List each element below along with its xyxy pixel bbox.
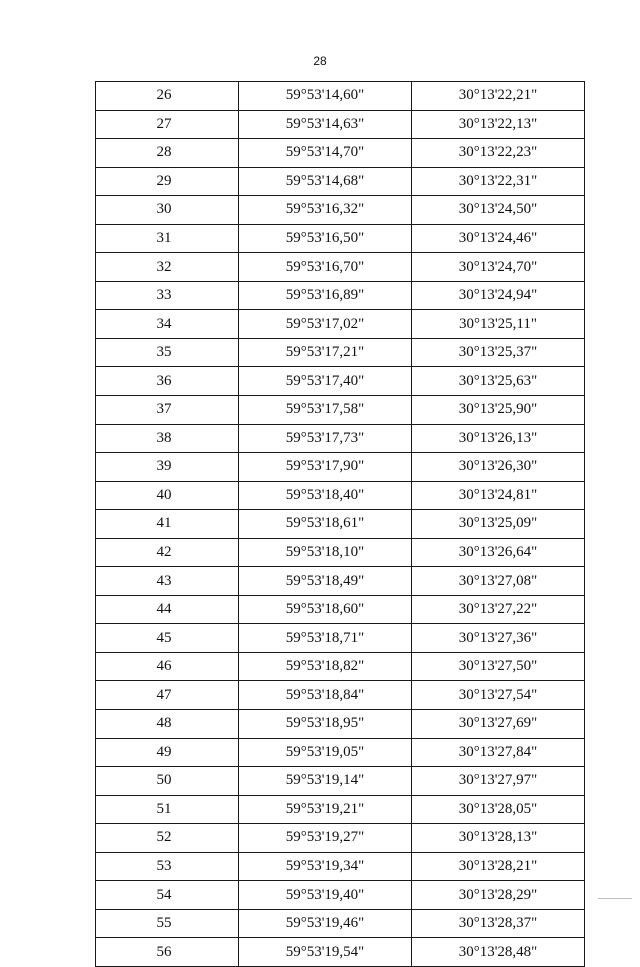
longitude-cell: 30°13'27,54" [412, 681, 585, 710]
point-number-cell: 30 [96, 196, 239, 225]
table-row [96, 481, 585, 510]
table-row [96, 938, 585, 967]
longitude-cell: 30°13'27,84" [412, 738, 585, 767]
latitude-cell: 59°53'18,95" [239, 710, 412, 739]
latitude-cell: 59°53'18,82" [239, 652, 412, 681]
table-row [96, 110, 585, 139]
longitude-cell: 30°13'27,97" [412, 767, 585, 796]
longitude-cell: 30°13'26,13" [412, 424, 585, 453]
longitude-cell: 30°13'22,21" [412, 82, 585, 111]
point-number-cell: 38 [96, 424, 239, 453]
latitude-cell: 59°53'16,70" [239, 253, 412, 282]
table-row [96, 567, 585, 596]
longitude-cell: 30°13'24,46" [412, 224, 585, 253]
point-number-cell: 36 [96, 367, 239, 396]
latitude-cell: 59°53'19,05" [239, 738, 412, 767]
latitude-cell: 59°53'14,63" [239, 110, 412, 139]
point-number-cell: 31 [96, 224, 239, 253]
latitude-cell: 59°53'18,61" [239, 510, 412, 539]
table-row [96, 767, 585, 796]
longitude-cell: 30°13'25,37" [412, 338, 585, 367]
table-row [96, 196, 585, 225]
point-number-cell: 41 [96, 510, 239, 539]
table-row [96, 310, 585, 339]
point-number-cell: 37 [96, 396, 239, 425]
latitude-cell: 59°53'18,84" [239, 681, 412, 710]
longitude-cell: 30°13'28,37" [412, 909, 585, 938]
point-number-cell: 48 [96, 710, 239, 739]
table-row [96, 538, 585, 567]
table-row [96, 681, 585, 710]
table-row [96, 738, 585, 767]
latitude-cell: 59°53'17,90" [239, 453, 412, 482]
point-number-cell: 35 [96, 338, 239, 367]
longitude-cell: 30°13'26,30" [412, 453, 585, 482]
table-row [96, 82, 585, 111]
table-row [96, 595, 585, 624]
point-number-cell: 54 [96, 881, 239, 910]
point-number-cell: 39 [96, 453, 239, 482]
longitude-cell: 30°13'28,21" [412, 852, 585, 881]
longitude-cell: 30°13'27,08" [412, 567, 585, 596]
latitude-cell: 59°53'17,40" [239, 367, 412, 396]
longitude-cell: 30°13'22,31" [412, 167, 585, 196]
table-row [96, 652, 585, 681]
latitude-cell: 59°53'16,32" [239, 196, 412, 225]
table-row [96, 852, 585, 881]
latitude-cell: 59°53'16,50" [239, 224, 412, 253]
longitude-cell: 30°13'28,05" [412, 795, 585, 824]
longitude-cell: 30°13'22,13" [412, 110, 585, 139]
table-row [96, 139, 585, 168]
latitude-cell: 59°53'14,70" [239, 139, 412, 168]
point-number-cell: 55 [96, 909, 239, 938]
table-row [96, 338, 585, 367]
table-row [96, 424, 585, 453]
longitude-cell: 30°13'24,50" [412, 196, 585, 225]
latitude-cell: 59°53'17,02" [239, 310, 412, 339]
latitude-cell: 59°53'18,71" [239, 624, 412, 653]
longitude-cell: 30°13'26,64" [412, 538, 585, 567]
table-row [96, 167, 585, 196]
coordinates-table [95, 81, 585, 967]
latitude-cell: 59°53'18,60" [239, 595, 412, 624]
longitude-cell: 30°13'24,81" [412, 481, 585, 510]
latitude-cell: 59°53'17,58" [239, 396, 412, 425]
point-number-cell: 34 [96, 310, 239, 339]
coordinates-table-body [96, 82, 585, 967]
point-number-cell: 29 [96, 167, 239, 196]
point-number-cell: 50 [96, 767, 239, 796]
point-number-cell: 33 [96, 281, 239, 310]
longitude-cell: 30°13'27,22" [412, 595, 585, 624]
point-number-cell: 28 [96, 139, 239, 168]
latitude-cell: 59°53'19,14" [239, 767, 412, 796]
table-row [96, 510, 585, 539]
point-number-cell: 52 [96, 824, 239, 853]
longitude-cell: 30°13'28,13" [412, 824, 585, 853]
latitude-cell: 59°53'17,73" [239, 424, 412, 453]
latitude-cell: 59°53'14,68" [239, 167, 412, 196]
longitude-cell: 30°13'25,09" [412, 510, 585, 539]
latitude-cell: 59°53'19,46" [239, 909, 412, 938]
latitude-cell: 59°53'19,21" [239, 795, 412, 824]
table-row [96, 396, 585, 425]
longitude-cell: 30°13'25,90" [412, 396, 585, 425]
point-number-cell: 53 [96, 852, 239, 881]
point-number-cell: 40 [96, 481, 239, 510]
latitude-cell: 59°53'17,21" [239, 338, 412, 367]
point-number-cell: 43 [96, 567, 239, 596]
latitude-cell: 59°53'19,27" [239, 824, 412, 853]
point-number-cell: 42 [96, 538, 239, 567]
latitude-cell: 59°53'18,40" [239, 481, 412, 510]
scan-corner-mark [598, 898, 632, 899]
table-row [96, 881, 585, 910]
table-row [96, 624, 585, 653]
point-number-cell: 51 [96, 795, 239, 824]
longitude-cell: 30°13'27,50" [412, 652, 585, 681]
point-number-cell: 46 [96, 652, 239, 681]
point-number-cell: 45 [96, 624, 239, 653]
longitude-cell: 30°13'25,11" [412, 310, 585, 339]
point-number-cell: 56 [96, 938, 239, 967]
longitude-cell: 30°13'24,70" [412, 253, 585, 282]
table-row [96, 367, 585, 396]
table-row [96, 710, 585, 739]
longitude-cell: 30°13'27,36" [412, 624, 585, 653]
longitude-cell: 30°13'25,63" [412, 367, 585, 396]
point-number-cell: 32 [96, 253, 239, 282]
latitude-cell: 59°53'19,54" [239, 938, 412, 967]
point-number-cell: 44 [96, 595, 239, 624]
table-row [96, 824, 585, 853]
latitude-cell: 59°53'18,10" [239, 538, 412, 567]
longitude-cell: 30°13'28,29" [412, 881, 585, 910]
table-row [96, 453, 585, 482]
point-number-cell: 49 [96, 738, 239, 767]
latitude-cell: 59°53'18,49" [239, 567, 412, 596]
table-row [96, 909, 585, 938]
point-number-cell: 26 [96, 82, 239, 111]
table-row [96, 224, 585, 253]
table-row [96, 281, 585, 310]
point-number-cell: 47 [96, 681, 239, 710]
table-row [96, 253, 585, 282]
longitude-cell: 30°13'22,23" [412, 139, 585, 168]
latitude-cell: 59°53'16,89" [239, 281, 412, 310]
latitude-cell: 59°53'14,60" [239, 82, 412, 111]
longitude-cell: 30°13'28,48" [412, 938, 585, 967]
longitude-cell: 30°13'27,69" [412, 710, 585, 739]
latitude-cell: 59°53'19,34" [239, 852, 412, 881]
latitude-cell: 59°53'19,40" [239, 881, 412, 910]
table-row [96, 795, 585, 824]
page-number: 28 [313, 54, 327, 68]
point-number-cell: 27 [96, 110, 239, 139]
longitude-cell: 30°13'24,94" [412, 281, 585, 310]
